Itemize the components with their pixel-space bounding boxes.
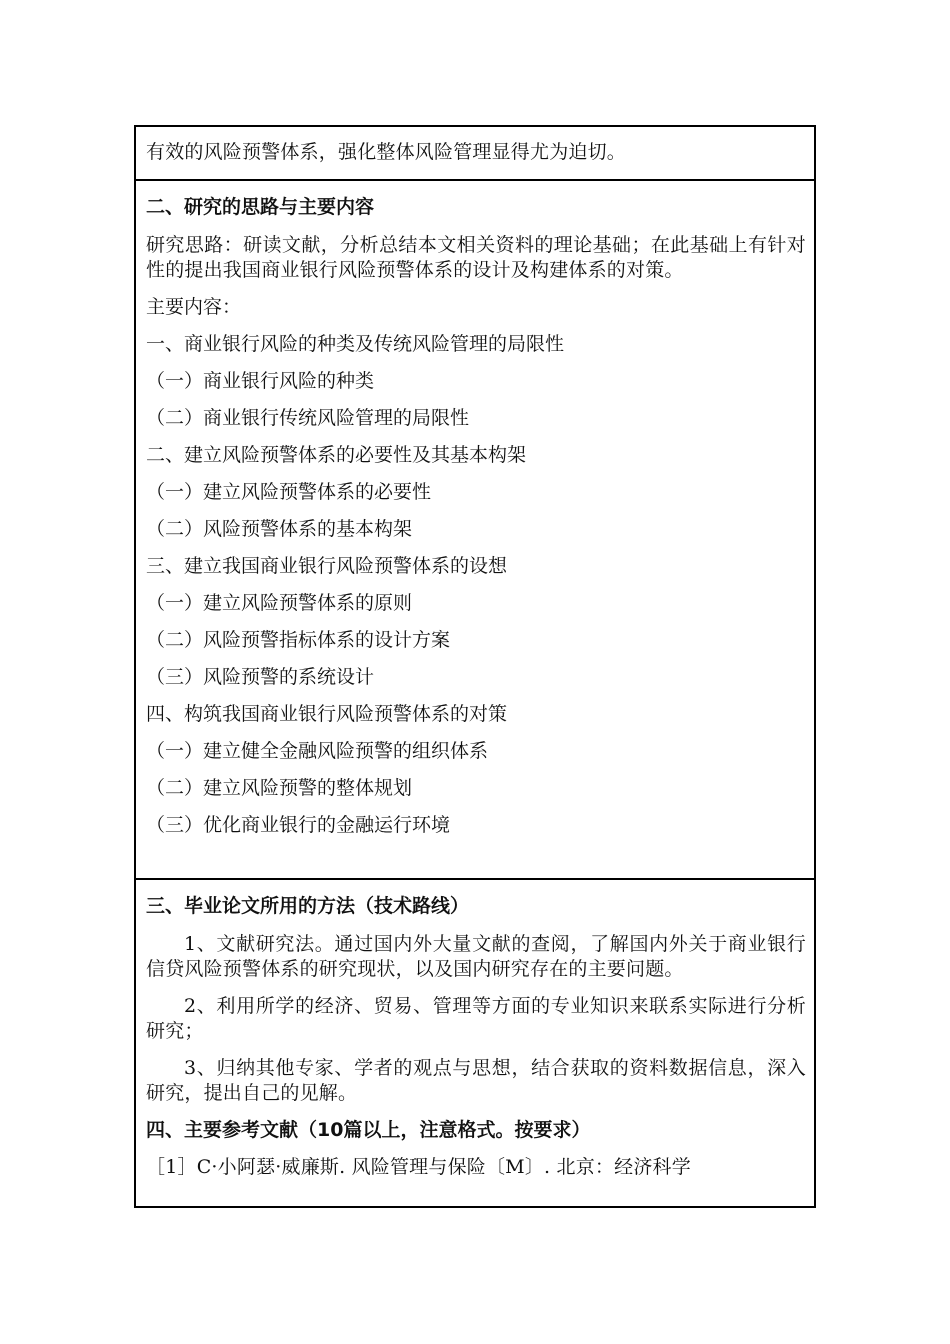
method-paragraph: 3、归纳其他专家、学者的观点与思想，结合获取的资料数据信息，深入研究，提出自己的见解。 bbox=[146, 1057, 806, 1104]
background-continuation: 有效的风险预警体系，强化整体风险管理显得尤为迫切。 bbox=[146, 141, 627, 163]
research-thinking-paragraph: 研究思路：研读文献，分析总结本文相关资料的理论基础；在此基础上有针对性的提出我国商业银行风险预警体系的设计及构建体系的对策。 bbox=[146, 234, 806, 281]
method-paragraph: 1、文献研究法。通过国内外大量文献的查阅，了解国内外关于商业银行信贷风险预警体系的研究现状，以及国内研究存在的主要问题。 bbox=[146, 933, 806, 980]
outline-item: （一）商业银行风险的种类 bbox=[146, 370, 375, 392]
section-heading-research: 二、研究的思路与主要内容 bbox=[146, 196, 375, 218]
methods-cell bbox=[136, 878, 814, 1206]
outline-item: （三）风险预警的系统设计 bbox=[146, 666, 375, 688]
reference-item: ［1］C·小阿瑟·威廉斯. 风险管理与保险〔M〕. 北京：经济科学 bbox=[146, 1156, 691, 1178]
section-heading-methods: 三、毕业论文所用的方法（技术路线） bbox=[146, 895, 470, 917]
outline-item: 三、建立我国商业银行风险预警体系的设想 bbox=[146, 555, 508, 577]
outline-item: （二）风险预警体系的基本构架 bbox=[146, 518, 413, 540]
main-content-label: 主要内容： bbox=[146, 296, 242, 318]
outline-item: 四、构筑我国商业银行风险预警体系的对策 bbox=[146, 703, 508, 725]
outline-item: 二、建立风险预警体系的必要性及其基本构架 bbox=[146, 444, 527, 466]
research-content-cell bbox=[136, 179, 814, 878]
proposal-table bbox=[134, 125, 816, 1208]
outline-item: （一）建立健全金融风险预警的组织体系 bbox=[146, 740, 489, 762]
outline-item: 一、商业银行风险的种类及传统风险管理的局限性 bbox=[146, 333, 565, 355]
outline-item: （一）建立风险预警体系的原则 bbox=[146, 592, 413, 614]
background-cell bbox=[136, 127, 814, 179]
outline-item: （二）建立风险预警的整体规划 bbox=[146, 777, 413, 799]
outline-item: （二）商业银行传统风险管理的局限性 bbox=[146, 407, 470, 429]
method-paragraph: 2、利用所学的经济、贸易、管理等方面的专业知识来联系实际进行分析研究； bbox=[146, 995, 806, 1042]
outline-item: （一）建立风险预警体系的必要性 bbox=[146, 481, 432, 503]
outline-item: （三）优化商业银行的金融运行环境 bbox=[146, 814, 451, 836]
outline-item: （二）风险预警指标体系的设计方案 bbox=[146, 629, 451, 651]
section-heading-references: 四、主要参考文献（10篇以上，注意格式。按要求） bbox=[146, 1119, 591, 1141]
